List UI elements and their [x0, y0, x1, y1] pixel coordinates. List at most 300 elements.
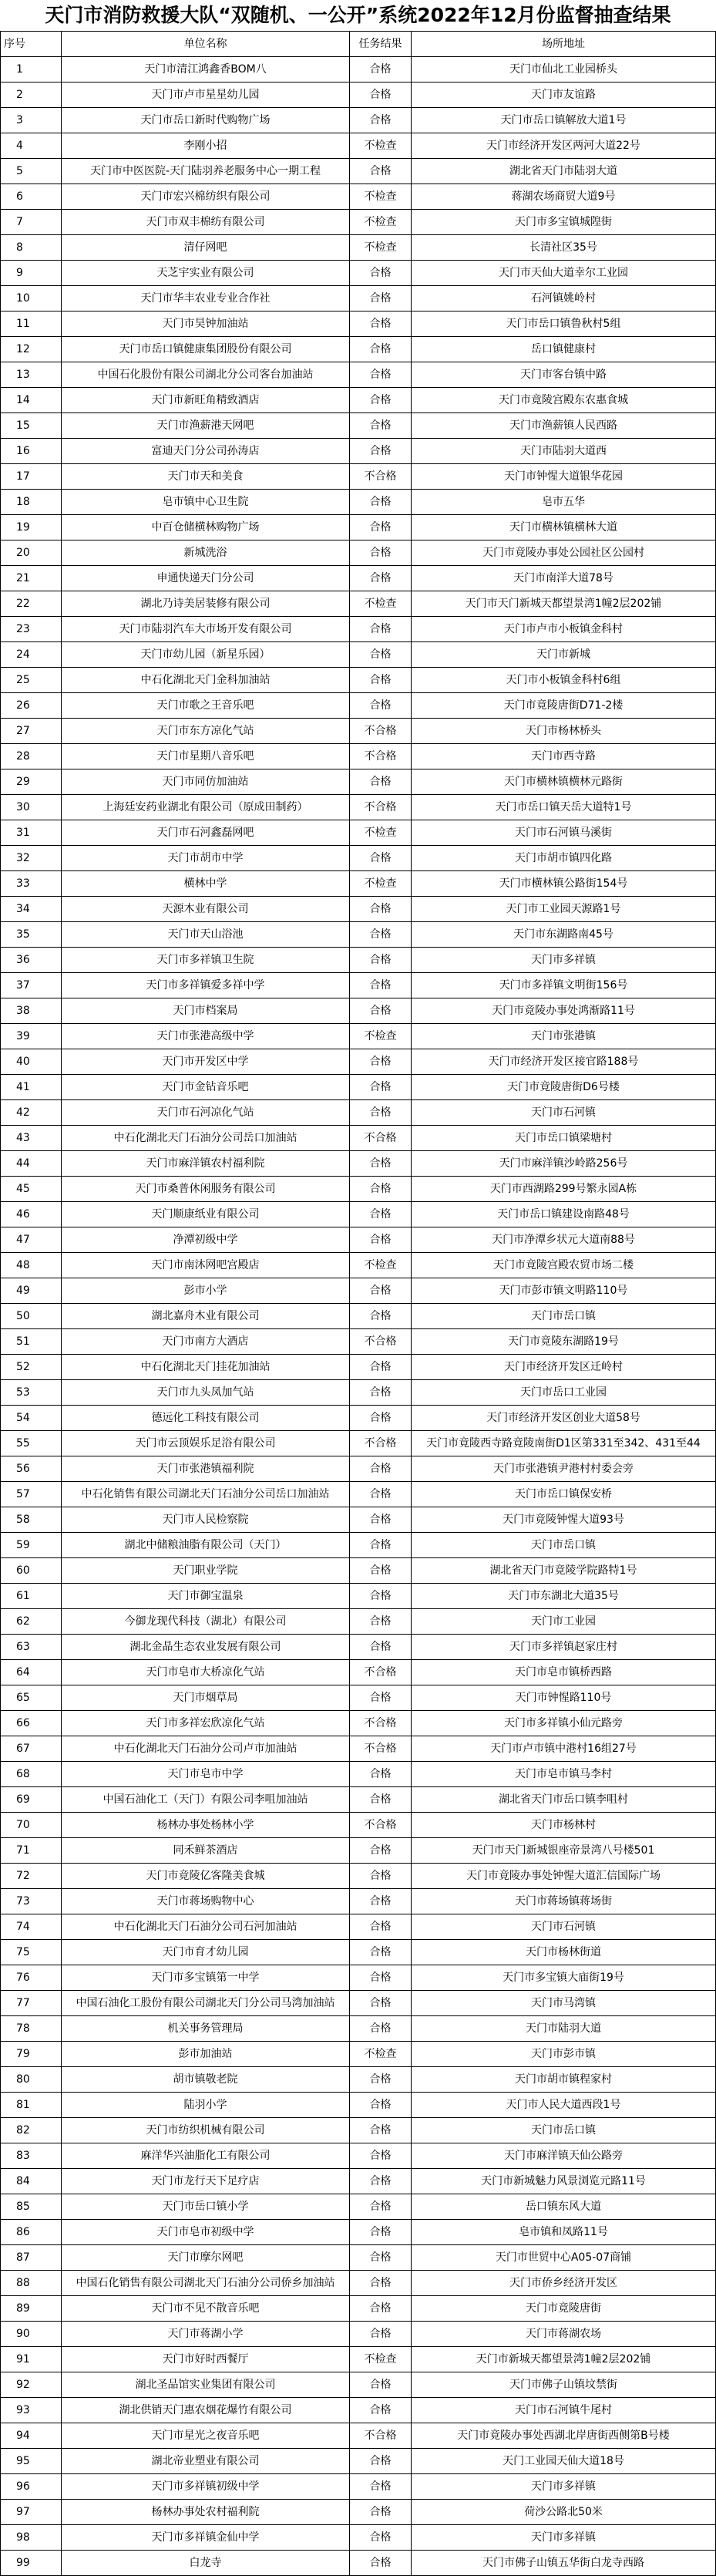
row-number: 42 [0, 1100, 62, 1126]
task-result: 合格 [350, 515, 412, 540]
unit-name: 杨林办事处农村福利院 [62, 2500, 350, 2525]
site-address: 天门市卢市镇中港村16组27号 [412, 1736, 716, 1762]
table-row [0, 1609, 716, 1635]
row-number: 85 [0, 2194, 62, 2220]
row-number: 69 [0, 1787, 62, 1813]
row-number: 15 [0, 413, 62, 439]
unit-name: 天门市陆羽汽车大市场开发有限公司 [62, 617, 350, 642]
task-result: 合格 [350, 2118, 412, 2143]
task-result: 合格 [350, 1380, 412, 1406]
task-result: 合格 [350, 2143, 412, 2169]
site-address: 荷沙公路北50米 [412, 2500, 716, 2525]
unit-name: 天门市档案局 [62, 998, 350, 1024]
unit-name: 天门顺康纸业有限公司 [62, 1202, 350, 1227]
site-address: 天门市彭市镇文明路110号 [412, 1278, 716, 1304]
table-row [0, 210, 716, 235]
table-row [0, 2016, 716, 2042]
row-number: 31 [0, 820, 62, 846]
unit-name: 湖北金晶生态农业发展有限公司 [62, 1635, 350, 1660]
row-number: 91 [0, 2347, 62, 2372]
unit-name: 天门市皂市大桥凉化气站 [62, 1660, 350, 1685]
table-row [0, 286, 716, 311]
row-number: 92 [0, 2372, 62, 2398]
row-number: 3 [0, 108, 62, 133]
task-result: 合格 [350, 2551, 412, 2576]
table-row [0, 82, 716, 108]
table-row [0, 617, 716, 642]
site-address: 石河镇姚岭村 [412, 286, 716, 311]
table-row [0, 388, 716, 413]
unit-name: 同禾鲜茶酒店 [62, 1838, 350, 1864]
unit-name: 中石化湖北天门石油分公司岳口加油站 [62, 1126, 350, 1151]
task-result: 合格 [350, 2296, 412, 2322]
site-address: 天门市竟陵办事处鸿渐路11号 [412, 998, 716, 1024]
table-row [0, 1507, 716, 1533]
row-number: 28 [0, 744, 62, 769]
unit-name: 湖北乃诗美居装修有限公司 [62, 591, 350, 617]
table-row [0, 2525, 716, 2551]
unit-name: 天门市双丰棉纺有限公司 [62, 210, 350, 235]
unit-name: 天门市宏兴棉纺织有限公司 [62, 184, 350, 210]
site-address: 天门市仙北工业园桥头 [412, 57, 716, 82]
unit-name: 天门市皂市初级中学 [62, 2220, 350, 2245]
task-result: 合格 [350, 1914, 412, 1940]
site-address: 天门市人民大道西段1号 [412, 2093, 716, 2118]
row-number: 23 [0, 617, 62, 642]
row-number: 4 [0, 133, 62, 159]
row-number: 1 [0, 57, 62, 82]
site-address: 天门市工业园天源路1号 [412, 897, 716, 922]
table-row [0, 362, 716, 388]
site-address: 天门市石河镇牛尾村 [412, 2398, 716, 2423]
row-number: 62 [0, 1609, 62, 1635]
task-result: 合格 [350, 362, 412, 388]
task-result: 合格 [350, 1787, 412, 1813]
task-result: 不合格 [350, 795, 412, 820]
row-number: 72 [0, 1864, 62, 1889]
row-number: 49 [0, 1278, 62, 1304]
unit-name: 德远化工科技有限公司 [62, 1406, 350, 1431]
row-number: 89 [0, 2296, 62, 2322]
table-row [0, 184, 716, 210]
row-number: 12 [0, 337, 62, 362]
site-address: 皂市镇和凤路11号 [412, 2220, 716, 2245]
table-row [0, 566, 716, 591]
row-number: 56 [0, 1456, 62, 1482]
unit-name: 天门市南沐网吧宫殿店 [62, 1253, 350, 1278]
row-number: 8 [0, 235, 62, 261]
unit-name: 天门市天和美食 [62, 464, 350, 490]
row-number: 84 [0, 2169, 62, 2194]
unit-name: 天门市皂市中学 [62, 1762, 350, 1787]
row-number: 59 [0, 1533, 62, 1558]
site-address: 天门市岳口镇鲁秋村5组 [412, 311, 716, 337]
row-number: 93 [0, 2398, 62, 2423]
site-address: 湖北省天门市岳口镇李咀村 [412, 1787, 716, 1813]
task-result: 合格 [350, 2169, 412, 2194]
table-row [0, 2093, 716, 2118]
row-number: 78 [0, 2016, 62, 2042]
row-number: 98 [0, 2525, 62, 2551]
task-result: 合格 [350, 897, 412, 922]
site-address: 天门工业园天仙大道18号 [412, 2449, 716, 2474]
task-result: 不合格 [350, 1431, 412, 1456]
table-row [0, 490, 716, 515]
unit-name: 李刚小招 [62, 133, 350, 159]
row-number: 58 [0, 1507, 62, 1533]
site-address: 天门市竟陵西寺路竟陵南街D1区第331至342、431至44 [412, 1431, 716, 1456]
task-result: 合格 [350, 1507, 412, 1533]
site-address: 天门市岳口镇天岳大道特1号 [412, 795, 716, 820]
table-row [0, 57, 716, 82]
unit-name: 彭市加油站 [62, 2042, 350, 2067]
table-row [0, 591, 716, 617]
row-number: 87 [0, 2245, 62, 2271]
site-address: 岳口镇健康村 [412, 337, 716, 362]
site-address: 天门市东湖北大道35号 [412, 1584, 716, 1609]
row-number: 10 [0, 286, 62, 311]
task-result: 合格 [350, 1100, 412, 1126]
table-row [0, 1151, 716, 1177]
unit-name: 白龙寺 [62, 2551, 350, 2576]
table-row [0, 2169, 716, 2194]
site-address: 蒋湖农场商贸大道9号 [412, 184, 716, 210]
task-result: 合格 [350, 2093, 412, 2118]
table-row [0, 2423, 716, 2449]
unit-name: 清仔网吧 [62, 235, 350, 261]
table-row [0, 159, 716, 184]
site-address: 天门市岳口镇 [412, 1304, 716, 1329]
table-row [0, 973, 716, 998]
unit-name: 天门市华丰农业专业合作社 [62, 286, 350, 311]
task-result: 合格 [350, 1202, 412, 1227]
site-address: 天门市皂市镇桥西路 [412, 1660, 716, 1685]
site-address: 天门市岳口工业园 [412, 1380, 716, 1406]
unit-name: 天门市南方大酒店 [62, 1329, 350, 1355]
site-address: 天门市竟陵唐街 [412, 2296, 716, 2322]
task-result: 合格 [350, 1482, 412, 1507]
task-result: 合格 [350, 693, 412, 719]
row-number: 82 [0, 2118, 62, 2143]
site-address: 天门市石河镇 [412, 1914, 716, 1940]
table-row [0, 1380, 716, 1406]
unit-name: 天门市多祥镇初级中学 [62, 2474, 350, 2500]
site-address: 天门市多祥镇 [412, 2525, 716, 2551]
unit-name: 湖北圣品馆实业集团有限公司 [62, 2372, 350, 2398]
task-result: 合格 [350, 1304, 412, 1329]
site-address: 天门市蒋场镇蒋场街 [412, 1889, 716, 1914]
table-row [0, 1660, 716, 1685]
site-address: 天门市多祥镇 [412, 2474, 716, 2500]
site-address: 天门市东湖路南45号 [412, 922, 716, 948]
site-address: 天门市多祥镇 [412, 948, 716, 973]
table-row [0, 642, 716, 668]
inspection-results-table [0, 31, 716, 2576]
row-number: 50 [0, 1304, 62, 1329]
task-result: 不合格 [350, 1660, 412, 1685]
site-address: 天门市经济开发区创业大道58号 [412, 1406, 716, 1431]
table-row [0, 2271, 716, 2296]
task-result: 合格 [350, 57, 412, 82]
table-row [0, 1711, 716, 1736]
unit-name: 天门市岳口镇小学 [62, 2194, 350, 2220]
site-address: 天门市客台镇中路 [412, 362, 716, 388]
unit-name: 天门市人民检察院 [62, 1507, 350, 1533]
table-row [0, 769, 716, 795]
unit-name: 天门市多祥宏欣凉化气站 [62, 1711, 350, 1736]
row-number: 67 [0, 1736, 62, 1762]
site-address: 天门市横林镇横林大道 [412, 515, 716, 540]
unit-name: 净潭初级中学 [62, 1227, 350, 1253]
unit-name: 中石化湖北天门石油分公司石河加油站 [62, 1914, 350, 1940]
unit-name: 皂市镇中心卫生院 [62, 490, 350, 515]
task-result: 合格 [350, 2016, 412, 2042]
unit-name: 湖北中储粮油脂有限公司（天门） [62, 1533, 350, 1558]
table-row [0, 261, 716, 286]
site-address: 天门市岳口镇保安桥 [412, 1482, 716, 1507]
task-result: 合格 [350, 973, 412, 998]
site-address: 天门市岳口镇梁塘村 [412, 1126, 716, 1151]
task-result: 不合格 [350, 1736, 412, 1762]
row-number: 57 [0, 1482, 62, 1507]
task-result: 合格 [350, 1533, 412, 1558]
unit-name: 天门市九头凤加气站 [62, 1380, 350, 1406]
table-row [0, 2245, 716, 2271]
unit-name: 天门市岳口镇健康集团股份有限公司 [62, 337, 350, 362]
unit-name: 天门市多祥镇金仙中学 [62, 2525, 350, 2551]
unit-name: 天门市多祥镇卫生院 [62, 948, 350, 973]
unit-name: 天门市石河鑫磊网吧 [62, 820, 350, 846]
unit-name: 麻洋华兴油脂化工有限公司 [62, 2143, 350, 2169]
table-row [0, 311, 716, 337]
site-address: 天门市友谊路 [412, 82, 716, 108]
table-row [0, 2551, 716, 2576]
row-number: 71 [0, 1838, 62, 1864]
task-result: 合格 [350, 1278, 412, 1304]
task-result: 合格 [350, 1940, 412, 1965]
row-number: 2 [0, 82, 62, 108]
unit-name: 富迪天门分公司孙涛店 [62, 439, 350, 464]
task-result: 合格 [350, 1685, 412, 1711]
task-result: 合格 [350, 846, 412, 871]
table-row [0, 1482, 716, 1507]
task-result: 合格 [350, 337, 412, 362]
row-number: 25 [0, 668, 62, 693]
task-result: 不合格 [350, 1711, 412, 1736]
site-address: 天门市岳口镇 [412, 1533, 716, 1558]
task-result: 合格 [350, 642, 412, 668]
unit-name: 新城洗浴 [62, 540, 350, 566]
task-result: 合格 [350, 668, 412, 693]
site-address: 天门市经济开发区接官路188号 [412, 1049, 716, 1075]
site-address: 天门市渔薪镇人民西路 [412, 413, 716, 439]
task-result: 不合格 [350, 464, 412, 490]
row-number: 16 [0, 439, 62, 464]
unit-name: 中国石化销售有限公司湖北天门石油分公司侨乡加油站 [62, 2271, 350, 2296]
table-row [0, 1227, 716, 1253]
table-row [0, 1533, 716, 1558]
unit-name: 天门市渔薪港天网吧 [62, 413, 350, 439]
task-result: 不检查 [350, 184, 412, 210]
task-result: 不检查 [350, 591, 412, 617]
row-number: 14 [0, 388, 62, 413]
task-result: 不检查 [350, 235, 412, 261]
site-address: 天门市多祥镇赵家庄村 [412, 1635, 716, 1660]
unit-name: 天门市桑普休闲服务有限公司 [62, 1177, 350, 1202]
row-number: 29 [0, 769, 62, 795]
row-number: 43 [0, 1126, 62, 1151]
row-number: 74 [0, 1914, 62, 1940]
unit-name: 天门市摩尔网吧 [62, 2245, 350, 2271]
task-result: 不检查 [350, 2347, 412, 2372]
unit-name: 天门市竟陵亿客隆美食城 [62, 1864, 350, 1889]
task-result: 合格 [350, 2271, 412, 2296]
table-row [0, 1940, 716, 1965]
table-row [0, 1635, 716, 1660]
row-number: 5 [0, 159, 62, 184]
unit-name: 中石化湖北天门金科加油站 [62, 668, 350, 693]
unit-name: 天门市卢市星星幼儿园 [62, 82, 350, 108]
unit-name: 杨林办事处杨林小学 [62, 1813, 350, 1838]
table-row [0, 464, 716, 490]
task-result: 合格 [350, 82, 412, 108]
unit-name: 天门市幼儿园（新星乐园） [62, 642, 350, 668]
site-address: 天门市杨林村 [412, 1813, 716, 1838]
row-number: 32 [0, 846, 62, 871]
task-result: 合格 [350, 261, 412, 286]
task-result: 合格 [350, 2220, 412, 2245]
site-address: 天门市皂市镇马李村 [412, 1762, 716, 1787]
row-number: 39 [0, 1024, 62, 1049]
table-row [0, 871, 716, 897]
site-address: 天门市张港镇 [412, 1024, 716, 1049]
row-number: 38 [0, 998, 62, 1024]
row-number: 81 [0, 2093, 62, 2118]
task-result: 合格 [350, 1838, 412, 1864]
unit-name: 天门市多祥镇爱多祥中学 [62, 973, 350, 998]
task-result: 合格 [350, 286, 412, 311]
unit-name: 天门市石河凉化气站 [62, 1100, 350, 1126]
row-number: 61 [0, 1584, 62, 1609]
site-address: 天门市杨林街道 [412, 1940, 716, 1965]
row-number: 79 [0, 2042, 62, 2067]
site-address: 天门市世贸中心A05-07商铺 [412, 2245, 716, 2271]
task-result: 合格 [350, 1889, 412, 1914]
site-address: 天门市多祥镇文明街156号 [412, 973, 716, 998]
task-result: 合格 [350, 388, 412, 413]
site-address: 天门市侨乡经济开发区 [412, 2271, 716, 2296]
site-address: 天门市多祥镇小仙元路旁 [412, 1711, 716, 1736]
task-result: 不合格 [350, 1813, 412, 1838]
unit-name: 湖北帝业塑业有限公司 [62, 2449, 350, 2474]
table-row [0, 1024, 716, 1049]
unit-name: 天门市中医医院-天门陆羽养老服务中心一期工程 [62, 159, 350, 184]
table-row [0, 948, 716, 973]
row-number: 95 [0, 2449, 62, 2474]
table-row [0, 1456, 716, 1482]
site-address: 湖北省天门市陆羽大道 [412, 159, 716, 184]
row-number: 94 [0, 2423, 62, 2449]
task-result: 不检查 [350, 210, 412, 235]
site-address: 天门市彭市镇 [412, 2042, 716, 2067]
row-number: 80 [0, 2067, 62, 2093]
row-number: 37 [0, 973, 62, 998]
unit-name: 天门市歌之王音乐吧 [62, 693, 350, 719]
task-result: 合格 [350, 413, 412, 439]
unit-name: 上海廷安药业湖北有限公司（原成田制药） [62, 795, 350, 820]
table-row [0, 1584, 716, 1609]
unit-name: 陆羽小学 [62, 2093, 350, 2118]
task-result: 合格 [350, 540, 412, 566]
row-number: 7 [0, 210, 62, 235]
table-row [0, 540, 716, 566]
site-address: 天门市竟陵办事处公园社区公园村 [412, 540, 716, 566]
unit-name: 天门市多宝镇第一中学 [62, 1965, 350, 1991]
unit-name: 中国石油化工（天门）有限公司李咀加油站 [62, 1787, 350, 1813]
row-number: 41 [0, 1075, 62, 1100]
table-row [0, 998, 716, 1024]
row-number: 13 [0, 362, 62, 388]
table-row [0, 1914, 716, 1940]
task-result: 不合格 [350, 2423, 412, 2449]
task-result: 合格 [350, 566, 412, 591]
table-row [0, 1253, 716, 1278]
site-address: 天门市工业园 [412, 1609, 716, 1635]
row-number: 11 [0, 311, 62, 337]
table-row [0, 1075, 716, 1100]
unit-name: 今御龙现代科技（湖北）有限公司 [62, 1609, 350, 1635]
site-address: 天门市卢市小板镇金科村 [412, 617, 716, 642]
row-number: 36 [0, 948, 62, 973]
site-address: 天门市经济开发区两河大道22号 [412, 133, 716, 159]
table-row [0, 2322, 716, 2347]
row-number: 76 [0, 1965, 62, 1991]
task-result: 合格 [350, 1227, 412, 1253]
unit-name: 天门市金钻音乐吧 [62, 1075, 350, 1100]
table-row [0, 1889, 716, 1914]
table-row [0, 1177, 716, 1202]
unit-name: 天门职业学院 [62, 1558, 350, 1584]
site-address: 天门市陆羽大道西 [412, 439, 716, 464]
site-address: 天门市天仙大道幸尔工业园 [412, 261, 716, 286]
row-number: 9 [0, 261, 62, 286]
task-result: 合格 [350, 1456, 412, 1482]
unit-name: 天门市麻洋镇农村福利院 [62, 1151, 350, 1177]
task-result: 合格 [350, 998, 412, 1024]
table-row [0, 846, 716, 871]
task-result: 合格 [350, 1406, 412, 1431]
header-site-address: 场所地址 [412, 32, 716, 57]
unit-name: 彭市小学 [62, 1278, 350, 1304]
site-address: 天门市新城 [412, 642, 716, 668]
task-result: 合格 [350, 1762, 412, 1787]
task-result: 合格 [350, 108, 412, 133]
task-result: 合格 [350, 2500, 412, 2525]
table-row [0, 820, 716, 846]
row-number: 46 [0, 1202, 62, 1227]
unit-name: 天门市胡市中学 [62, 846, 350, 871]
site-address: 天门市麻洋镇天仙公路旁 [412, 2143, 716, 2169]
row-number: 35 [0, 922, 62, 948]
unit-name: 中国石油化工股份有限公司湖北天门分公司马湾加油站 [62, 1991, 350, 2016]
unit-name: 中国石化股份有限公司湖北分公司客台加油站 [62, 362, 350, 388]
row-number: 21 [0, 566, 62, 591]
unit-name: 天门市蒋场购物中心 [62, 1889, 350, 1914]
table-row [0, 719, 716, 744]
row-number: 70 [0, 1813, 62, 1838]
table-row [0, 2474, 716, 2500]
task-result: 合格 [350, 1151, 412, 1177]
